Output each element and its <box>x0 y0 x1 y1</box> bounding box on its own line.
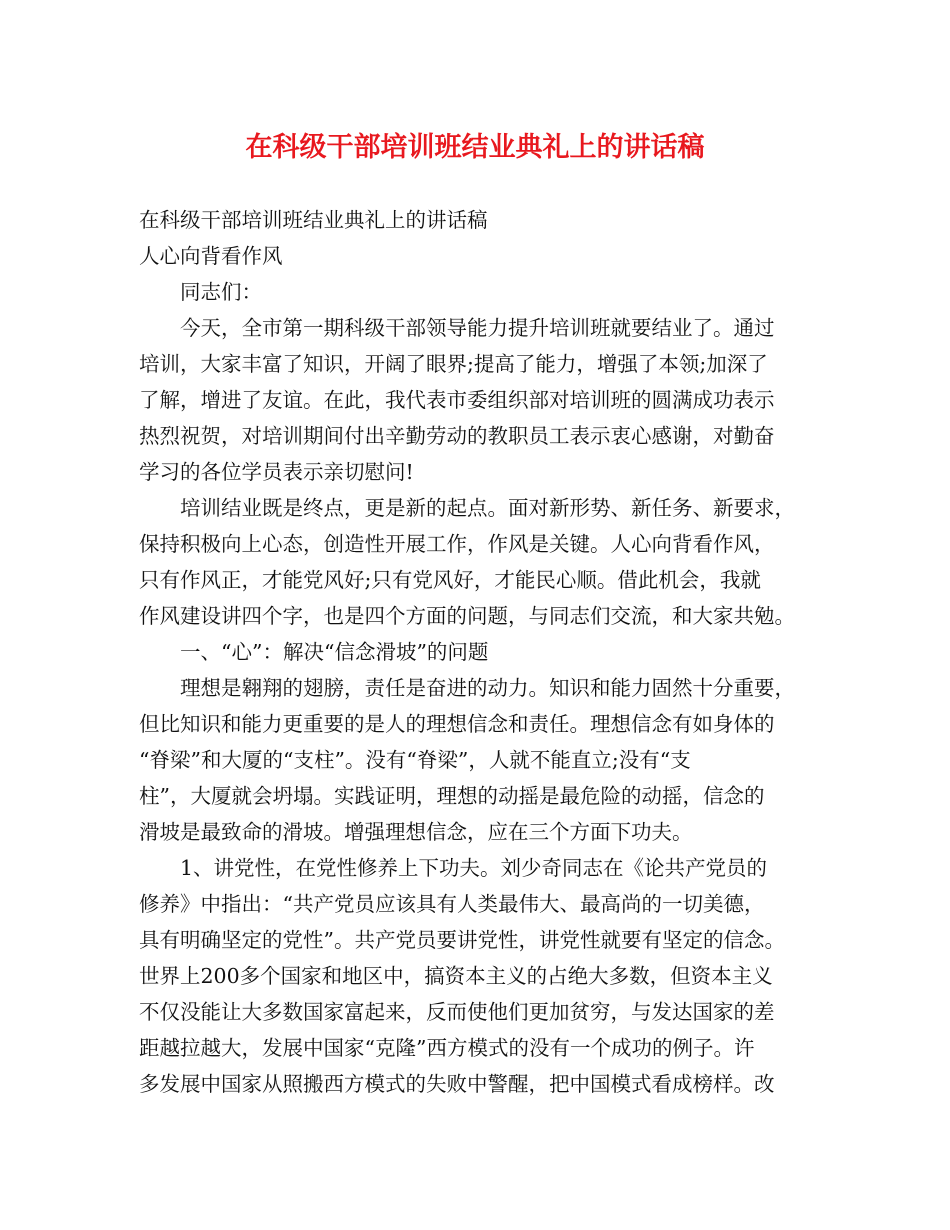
text-line: 同志们： <box>180 280 262 304</box>
text-line: 1、讲党性，在党性修养上下功夫。刘少奇同志在《论共产党员的 <box>180 856 768 880</box>
text-line: 一、“心”：解决“信念滑坡”的问题 <box>180 640 489 664</box>
text-line: 但比知识和能力更重要的是人的理想信念和责任。理想信念有如身体的 <box>139 712 775 736</box>
text-line: 保持积极向上心态，创造性开展工作，作风是关键。人心向背看作风， <box>139 532 775 556</box>
document-title: 在科级干部培训班结业典礼上的讲话稿 <box>245 132 705 163</box>
text-line: 在科级干部培训班结业典礼上的讲话稿 <box>139 208 488 232</box>
text-line: 培训，大家丰富了知识，开阔了眼界;提高了能力，增强了本领;加深了 <box>139 352 768 376</box>
text-line: 了解，增进了友谊。在此，我代表市委组织部对培训班的圆满成功表示 <box>139 388 775 412</box>
document-body <box>139 202 827 1102</box>
text-line: “脊梁”和大厦的“支柱”。没有“脊梁”，人就不能直立;没有“支 <box>139 748 691 772</box>
text-line: 修养》中指出：“共产党员应该具有人类最伟大、最高尚的一切美德， <box>139 892 765 916</box>
text-line: 柱”，大厦就会坍塌。实践证明，理想的动摇是最危险的动摇，信念的 <box>139 784 765 808</box>
text-line: 不仅没能让大多数国家富起来，反而使他们更加贫穷，与发达国家的差 <box>139 1000 775 1024</box>
text-line: 人心向背看作风 <box>139 244 283 268</box>
text-line: 世界上200多个国家和地区中，搞资本主义的占绝大多数，但资本主义 <box>139 964 773 988</box>
text-line: 多发展中国家从照搬西方模式的失败中警醒，把中国模式看成榜样。改 <box>139 1072 775 1096</box>
text-line: 热烈祝贺，对培训期间付出辛勤劳动的教职员工表示衷心感谢，对勤奋 <box>139 424 775 448</box>
text-line: 理想是翱翔的翅膀，责任是奋进的动力。知识和能力固然十分重要， <box>180 676 795 700</box>
text-line: 今天，全市第一期科级干部领导能力提升培训班就要结业了。通过 <box>180 316 775 340</box>
text-line: 具有明确坚定的党性”。共产党员要讲党性，讲党性就要有坚定的信念。 <box>139 928 785 952</box>
text-line: 只有作风正，才能党风好;只有党风好，才能民心顺。借此机会，我就 <box>139 568 761 592</box>
text-line: 距越拉越大，发展中国家“克隆”西方模式的没有一个成功的例子。许 <box>139 1036 755 1060</box>
text-line: 作风建设讲四个字，也是四个方面的问题，与同志们交流，和大家共勉。 <box>139 604 795 628</box>
text-line: 培训结业既是终点，更是新的起点。面对新形势、新任务、新要求， <box>180 496 795 520</box>
text-line: 学习的各位学员表示亲切慰问! <box>139 460 414 484</box>
text-line: 滑坡是最致命的滑坡。增强理想信念，应在三个方面下功夫。 <box>139 820 693 844</box>
